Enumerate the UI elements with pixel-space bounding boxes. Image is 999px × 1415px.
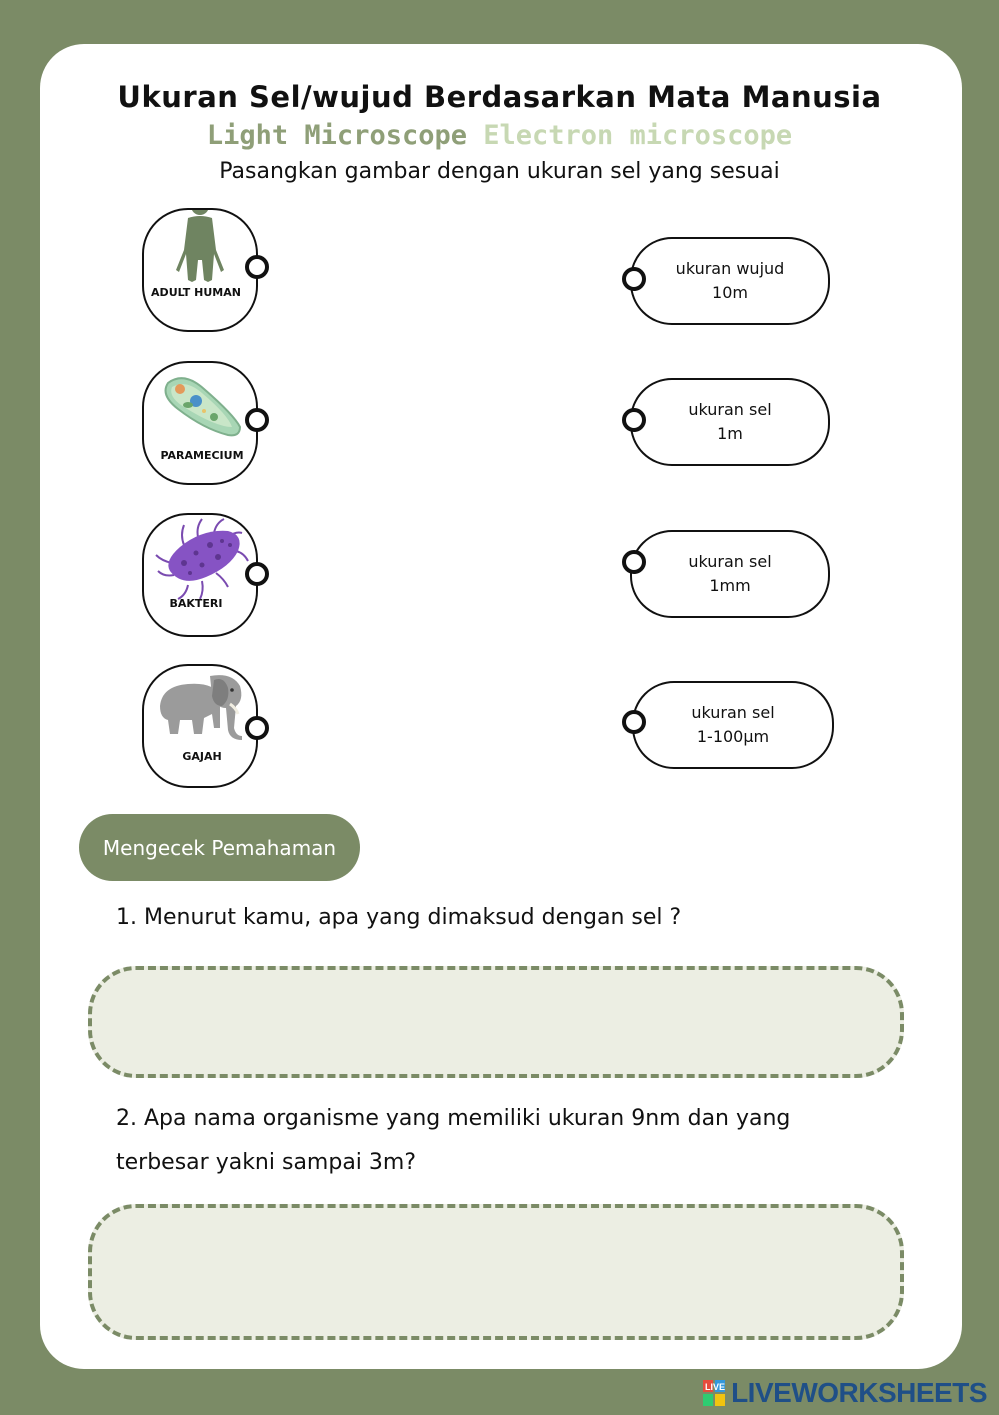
- section-badge: Mengecek Pemahaman: [79, 814, 360, 881]
- size-option-value: 10m: [712, 283, 748, 302]
- size-option-value: 1mm: [709, 576, 751, 595]
- match-dot-adult-human[interactable]: [245, 255, 269, 279]
- question-text: 1. Menurut kamu, apa yang dimaksud dengan sel ?: [116, 905, 682, 930]
- paramecium-icon: [144, 363, 256, 458]
- card-label: PARAMECIUM: [160, 449, 244, 462]
- electron-microscope-label: Electron microscope: [483, 120, 793, 151]
- size-option-line: ukuran sel: [688, 552, 772, 571]
- match-dot-paramecium[interactable]: [245, 408, 269, 432]
- light-microscope-label: Light Microscope: [206, 120, 467, 151]
- match-dot-elephant[interactable]: [245, 716, 269, 740]
- size-option-line: ukuran wujud: [675, 259, 785, 278]
- question-1: [116, 896, 681, 940]
- card-label: BAKTERI: [169, 597, 223, 610]
- answer-field-1[interactable]: [88, 966, 904, 1078]
- match-dot-bacteria[interactable]: [245, 562, 269, 586]
- size-option-line: ukuran sel: [688, 400, 772, 419]
- size-option-10m: [630, 237, 830, 325]
- size-option-line: ukuran sel: [691, 703, 775, 722]
- brand-name: LIVEWORKSHEETS: [731, 1377, 987, 1408]
- bacteria-icon: [144, 515, 256, 610]
- card-paramecium: [142, 361, 258, 485]
- match-dot-size-1-100um[interactable]: [622, 710, 646, 734]
- answer-field-2[interactable]: [88, 1204, 904, 1340]
- liveworksheets-logo: [703, 1378, 987, 1408]
- size-option-value: 1-100µm: [696, 727, 770, 746]
- card-label: ADULT HUMAN: [151, 286, 241, 299]
- card-bacteria: [142, 513, 258, 637]
- size-option-1mm: [630, 530, 830, 618]
- match-dot-size-10m[interactable]: [622, 267, 646, 291]
- size-option-1m: [630, 378, 830, 466]
- question-2: [116, 1097, 790, 1185]
- liveworksheets-logo-icon: [703, 1380, 725, 1406]
- match-dot-size-1mm[interactable]: [622, 550, 646, 574]
- instruction: Pasangkan gambar dengan ukuran sel yang sesuai: [219, 159, 780, 184]
- card-label: GAJAH: [182, 750, 222, 763]
- subtitle: [0, 120, 999, 151]
- elephant-icon: [144, 666, 256, 761]
- size-option-1-100um: [632, 681, 834, 769]
- match-dot-size-1m[interactable]: [622, 408, 646, 432]
- card-adult-human: [142, 208, 258, 332]
- card-elephant: [142, 664, 258, 788]
- question-text: 2. Apa nama organisme yang memiliki ukuran 9nm dan yang: [116, 1106, 791, 1131]
- size-option-value: 1m: [717, 424, 743, 443]
- page-title: Ukuran Sel/wujud Berdasarkan Mata Manusia: [117, 80, 882, 114]
- logo-letters: LIVE: [705, 1382, 726, 1392]
- question-text: terbesar yakni sampai 3m?: [116, 1150, 417, 1175]
